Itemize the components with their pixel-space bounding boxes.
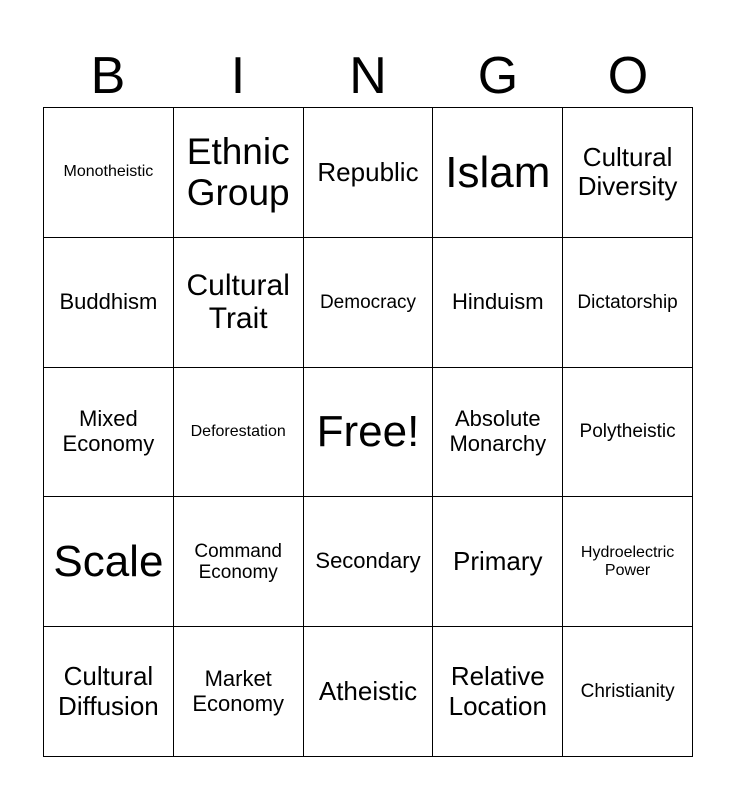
- cell-text: Secondary: [315, 548, 421, 574]
- header-letter-g: G: [477, 47, 519, 105]
- bingo-cell[interactable]: [433, 627, 563, 757]
- header-letter-n: N: [349, 47, 387, 105]
- cell-text: Cultural Diversity: [577, 142, 678, 202]
- bingo-cell[interactable]: [304, 497, 434, 627]
- cell-text: Mixed Economy: [62, 406, 155, 456]
- bingo-cell[interactable]: [304, 368, 434, 498]
- bingo-cell[interactable]: [44, 627, 174, 757]
- header-letter-o: O: [607, 47, 649, 105]
- cell-text: Hydroelectric Power: [580, 543, 675, 579]
- cell-text: Primary: [453, 546, 543, 577]
- bingo-cell[interactable]: [433, 238, 563, 368]
- cell-text: Cultural Trait: [186, 268, 290, 336]
- cell-text: Monotheistic: [63, 163, 154, 181]
- cell-text: Republic: [317, 156, 419, 187]
- bingo-cell[interactable]: [563, 368, 693, 498]
- bingo-cell[interactable]: [563, 108, 693, 238]
- bingo-cell[interactable]: [174, 497, 304, 627]
- cell-text: Democracy: [319, 291, 417, 313]
- bingo-cell[interactable]: [174, 368, 304, 498]
- bingo-cell[interactable]: [433, 497, 563, 627]
- cell-text: Dictatorship: [577, 291, 678, 313]
- cell-text: Buddhism: [59, 288, 158, 314]
- cell-text: Hinduism: [451, 288, 544, 314]
- cell-text: Market Economy: [192, 665, 285, 716]
- cell-text: Ethnic Group: [186, 130, 290, 214]
- bingo-cell[interactable]: [174, 627, 304, 757]
- bingo-cell[interactable]: [304, 238, 434, 368]
- bingo-cell[interactable]: [174, 238, 304, 368]
- bingo-cell[interactable]: [44, 368, 174, 498]
- bingo-cell[interactable]: [304, 108, 434, 238]
- bingo-card-grid: [43, 107, 693, 757]
- cell-text: Deforestation: [190, 423, 286, 441]
- cell-text: Command Economy: [194, 540, 283, 583]
- header-letter-i: I: [230, 47, 246, 105]
- cell-text: Absolute Monarchy: [449, 406, 547, 456]
- bingo-cell[interactable]: [44, 497, 174, 627]
- cell-text: Scale: [53, 537, 164, 587]
- bingo-cell[interactable]: [44, 108, 174, 238]
- cell-text: Relative Location: [448, 661, 547, 721]
- cell-text: Islam: [445, 147, 551, 197]
- bingo-cell[interactable]: [304, 627, 434, 757]
- bingo-cell[interactable]: [563, 497, 693, 627]
- cell-text: Polytheistic: [579, 421, 676, 443]
- cell-text: Cultural Diffusion: [58, 661, 159, 721]
- header-letter-b: B: [90, 47, 126, 105]
- bingo-cell[interactable]: [433, 108, 563, 238]
- cell-text: Atheistic: [318, 676, 418, 707]
- cell-text: Christianity: [580, 680, 675, 702]
- free-space: Free!: [316, 407, 420, 457]
- bingo-cell[interactable]: [174, 108, 304, 238]
- bingo-cell[interactable]: [44, 238, 174, 368]
- bingo-cell[interactable]: [563, 627, 693, 757]
- bingo-cell[interactable]: [433, 368, 563, 498]
- bingo-header: [43, 44, 693, 108]
- bingo-cell[interactable]: [563, 238, 693, 368]
